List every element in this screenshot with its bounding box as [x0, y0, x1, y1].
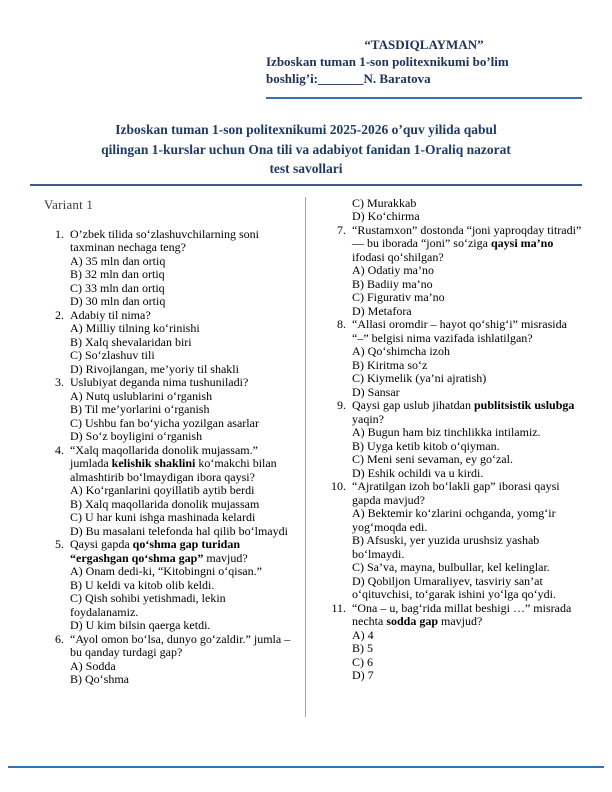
- page-title-line-2: qilingan 1-kurslar uchun Ona tili va adabiyot fanidan 1-Oraliq nazorat: [101, 141, 511, 157]
- option-line: B) 32 mln dan ortiq: [70, 267, 165, 281]
- question-text: “Rustamxon” dostonda “joni yaproqday titradi” — bu iborada “joni” so‘ziga qaysi ma’no ifodasi qo‘shilgan?: [352, 222, 582, 264]
- option-line: C) So‘zlashuv tili: [70, 348, 155, 362]
- option-line: B) Xalq shevalaridan biri: [70, 334, 192, 349]
- option-line: C) Sa’va, mayna, bulbullar, kel kelinglar.: [352, 560, 550, 574]
- question-number: 11.: [331, 600, 346, 615]
- question-body: [352, 480, 582, 602]
- question-item: [44, 376, 293, 444]
- question-text: “Allasi oromdir – hayot qo‘shig‘i” misrasida “–” belgisi nima vazifada ishlatilgan?: [352, 317, 567, 345]
- right-column: [306, 197, 582, 717]
- question-body: [70, 228, 293, 309]
- question-number: 6.: [55, 631, 64, 646]
- carryover-options: [326, 197, 582, 224]
- left-column: [30, 197, 306, 717]
- option-line: B) Kiritma so‘z: [352, 357, 428, 372]
- question-text: “Ayol omon bo‘lsa, dunyo go‘zaldir.” jumla – bu qanday turdagi gap?: [70, 631, 291, 659]
- question-body: [352, 318, 582, 399]
- question-text: Qaysi gapda qo‘shma gap turidan “ergashgan qo‘shma gap” mavjud?: [70, 537, 248, 565]
- option-line: C) Kiymelik (ya’ni ajratish): [352, 371, 487, 385]
- option-line: C) Murakkab: [352, 195, 417, 210]
- option-line: C) U har kuni ishga mashinada kelardi: [70, 510, 256, 524]
- option-line: B) Afsuski, yer yuzida urushsiz yashab bo‘lmaydi.: [352, 533, 540, 561]
- question-item: [326, 224, 582, 319]
- option-line: D) Bu masalani telefonda hal qilib bo‘lmaydi: [70, 523, 288, 538]
- question-item: [44, 309, 293, 377]
- question-text: “Xalq maqollarida donolik mujassam.” jumlada kelishik shaklini ko‘makchi bilan almashtirib bo‘lmaydigan ibora qaysi?: [70, 442, 277, 484]
- question-text: Qaysi gap uslub jihatdan publitsistik uslubga yaqin?: [352, 398, 575, 426]
- option-line: A) Sodda: [70, 658, 116, 673]
- question-body: [352, 399, 582, 480]
- option-line: B) Uyga ketib kitob o‘qiyman.: [352, 438, 500, 453]
- option-line: A) 4: [352, 627, 374, 642]
- option-line: C) 33 mln dan ortiq: [70, 280, 165, 295]
- question-body: [70, 309, 293, 377]
- option-line: A) Milliy tilning ko‘rinishi: [70, 321, 200, 335]
- option-line: D) Rivojlangan, me’yoriy til shakli: [70, 361, 239, 376]
- option-line: A) Bugun ham biz tinchlikka intilamiz.: [352, 425, 541, 439]
- question-item: [44, 633, 293, 687]
- question-columns: [30, 197, 582, 717]
- option-line: B) 5: [352, 641, 373, 655]
- option-line: D) Ko‘chirma: [352, 209, 420, 223]
- question-body: [352, 224, 582, 319]
- question-number: 10.: [331, 479, 346, 493]
- page-title-line-1: Izboskan tuman 1-son politexnikumi 2025-2026 o’quv yilida qabul: [115, 122, 497, 137]
- option-line: C) Figurativ ma’no: [352, 290, 445, 304]
- question-item: [44, 228, 293, 309]
- title-rule: [30, 184, 582, 186]
- footer-rule: [8, 766, 604, 768]
- question-number: 2.: [55, 307, 64, 322]
- option-line: D) Metafora: [352, 303, 412, 318]
- page-title: [30, 120, 582, 179]
- question-item: [44, 538, 293, 633]
- option-line: A) Nutq uslublarini o‘rganish: [70, 388, 213, 403]
- option-line: D) U kim bilsin qaerga ketdi.: [70, 618, 211, 632]
- question-text: O’zbek tilida so‘zlashuvchilarning soni taxminan nechaga teng?: [70, 226, 259, 254]
- option-line: C) 6: [352, 654, 373, 669]
- question-text: Uslubiyat deganda nima tushuniladi?: [70, 375, 249, 389]
- question-item: [44, 444, 293, 539]
- question-number: 8.: [337, 317, 346, 331]
- option-line: D) 7: [352, 668, 374, 682]
- variant-heading: Variant 1: [44, 196, 94, 212]
- option-line: B) U keldi va kitob olib keldi.: [70, 577, 215, 592]
- question-text: Adabiy til nima?: [70, 307, 151, 322]
- question-number: 9.: [337, 398, 346, 412]
- question-text: “Ajratilgan izoh bo‘lakli gap” iborasi qaysi gapda mavjud?: [352, 479, 560, 507]
- question-body: [70, 444, 293, 539]
- option-line: A) Bektemir ko‘zlarini ochganda, yomg‘ir yog‘moqda edi.: [352, 506, 556, 534]
- question-number: 3.: [55, 375, 64, 389]
- question-item: [326, 318, 582, 399]
- question-item: [326, 480, 582, 602]
- approval-stamp-line: “TASDIQLAYMAN”: [364, 37, 484, 52]
- left-question-list: [44, 228, 293, 687]
- question-item: [326, 602, 582, 683]
- question-number: 5.: [55, 537, 64, 551]
- question-item: [326, 399, 582, 480]
- option-line: D) Qobiljon Umaraliyev, tasviriy san’at o‘qituvchisi, to‘garak ishini yo‘lga qo‘ydi.: [352, 573, 556, 601]
- approval-signature-line: boshlig’i:_______N. Baratova: [266, 71, 431, 86]
- question-number: 1.: [55, 226, 64, 241]
- question-body: [70, 538, 293, 633]
- approval-institution-line: Izboskan tuman 1-son politexnikumi bo’lim: [266, 54, 509, 69]
- option-line: D) Sansar: [352, 384, 400, 399]
- option-line: D) 30 mln dan ortiq: [70, 294, 166, 308]
- option-line: D) So‘z boyligini o‘rganish: [70, 429, 203, 443]
- option-line: C) Qish sohibi yetishmadi, lekin foydalanamiz.: [70, 591, 226, 619]
- right-question-list: [326, 224, 582, 683]
- question-number: 7.: [337, 222, 346, 237]
- option-line: B) Xalq maqollarida donolik mujassam: [70, 496, 260, 511]
- question-number: 4.: [55, 442, 64, 457]
- option-line: A) Ko‘rganlarini qoyillatib aytib berdi: [70, 483, 255, 497]
- option-line: C) Meni seni sevaman, ey go‘zal.: [352, 452, 513, 466]
- question-text: “Ona – u, bag‘rida millat beshigi …” misrada nechta sodda gap mavjud?: [352, 600, 572, 628]
- question-body: [70, 376, 293, 444]
- page-title-line-3: test savollari: [269, 161, 343, 176]
- option-line: A) Qo‘shimcha izoh: [352, 344, 450, 358]
- option-line: D) Eshik ochildi va u kirdi.: [352, 465, 484, 480]
- option-line: C) Ushbu fan bo‘yicha yozilgan asarlar: [70, 415, 259, 430]
- option-line: B) Badiiy ma’no: [352, 276, 433, 291]
- option-line: B) Til me’yorlarini o‘rganish: [70, 402, 210, 416]
- option-line: A) 35 mln dan ortiq: [70, 253, 166, 268]
- option-line: A) Odatiy ma’no: [352, 263, 434, 277]
- option-line: B) Qo‘shma: [70, 672, 129, 686]
- approval-block: [266, 36, 582, 99]
- option-line: A) Onam dedi-ki, “Kitobingni o‘qisan.”: [70, 564, 262, 578]
- question-body: [70, 633, 293, 687]
- question-body: [352, 602, 582, 683]
